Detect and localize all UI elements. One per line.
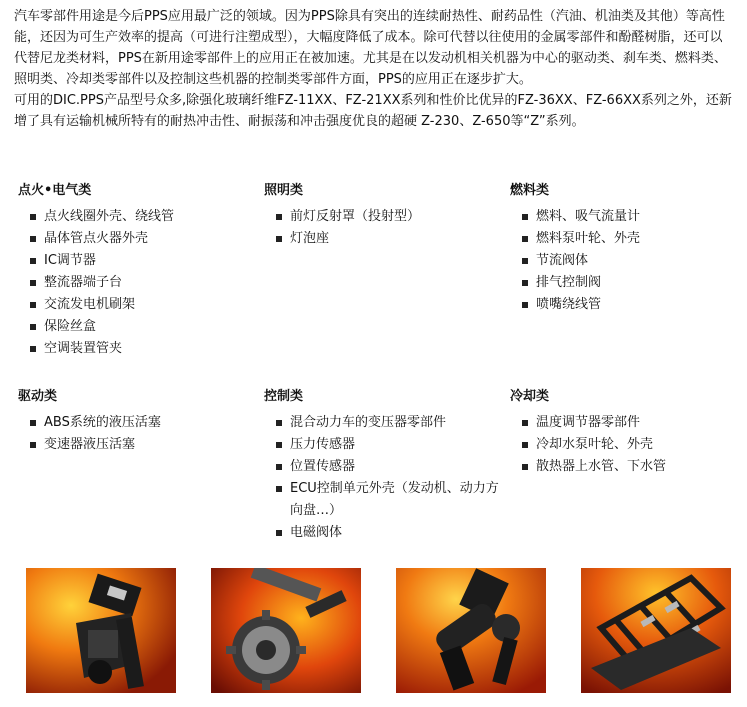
category-title: 冷却类: [510, 389, 550, 404]
list-item-label: 冷却水泵叶轮、外壳: [536, 437, 654, 452]
list-item-label: 节流阀体: [536, 253, 589, 268]
list-item-label: 点火线圈外壳、绕线管: [44, 209, 175, 224]
list-item: [18, 250, 248, 272]
list-item: [18, 228, 248, 250]
list-item: [510, 272, 740, 294]
list-item: [18, 206, 248, 228]
list-item: [510, 250, 740, 272]
list-item-label: ABS系统的液压活塞: [44, 415, 161, 430]
list-item-label: 电磁阀体: [290, 525, 343, 540]
category-drive: [18, 388, 248, 456]
list-item-label: 前灯反射罩（投射型）: [290, 209, 421, 224]
list-item-label: 空调装置管夹: [44, 341, 123, 356]
bullet-icon: [30, 442, 36, 448]
list-item-label: 整流器端子台: [44, 275, 123, 290]
list-item-label: 变速器液压活塞: [44, 437, 136, 452]
bullet-icon: [276, 530, 282, 536]
ecu-frame-part-photo: [581, 568, 731, 693]
list-item: [264, 478, 500, 522]
bullet-icon: [522, 420, 528, 426]
bullet-icon: [276, 486, 282, 492]
list-item-label: 灯泡座: [290, 231, 330, 246]
list-item-label: ECU控制单元外壳（发动机、动力方向盘…）: [290, 481, 499, 518]
list-item: [510, 228, 740, 250]
list-item-label: 压力传感器: [290, 437, 356, 452]
bullet-icon: [276, 214, 282, 220]
bullet-icon: [30, 302, 36, 308]
list-item: [264, 412, 500, 434]
category-title: 燃料类: [510, 183, 550, 198]
list-item: [18, 434, 248, 456]
bullet-icon: [522, 302, 528, 308]
list-item-label: 排气控制阀: [536, 275, 602, 290]
bullet-icon: [276, 464, 282, 470]
list-item: [18, 412, 248, 434]
gear-part-photo: [211, 568, 361, 693]
bullet-icon: [522, 214, 528, 220]
intro-paragraph-2: 可用的DIC.PPS产品型号众多,除强化玻璃纤维FZ-11XX、FZ-21XX系列和性价比优异的FZ-36XX、FZ-66XX系列之外，还新增了具有运输机械所特有的耐热冲击性、耐振荡和冲击强度优良的超硬 Z-230、Z-650等“Z”系列。: [14, 93, 732, 129]
ignition-part-photo: [26, 568, 176, 693]
list-item-label: 位置传感器: [290, 459, 356, 474]
list-item: [264, 206, 494, 228]
bullet-icon: [522, 280, 528, 286]
bullet-icon: [276, 442, 282, 448]
bullet-icon: [522, 442, 528, 448]
product-photo-strip: [0, 568, 747, 693]
category-title: 点火•电气类: [18, 183, 92, 198]
bullet-icon: [30, 324, 36, 330]
list-item: [510, 456, 740, 478]
bullet-icon: [30, 280, 36, 286]
list-item: [18, 272, 248, 294]
list-item-label: 燃料、吸气流量计: [536, 209, 641, 224]
list-item: [264, 456, 500, 478]
sensor-part-photo: [396, 568, 546, 693]
bullet-icon: [522, 464, 528, 470]
list-item-label: 保险丝盒: [44, 319, 97, 334]
bullet-icon: [30, 420, 36, 426]
category-lighting: [264, 182, 494, 250]
list-item: [18, 338, 248, 360]
list-item-label: 喷嘴绕线管: [536, 297, 602, 312]
list-item-label: 温度调节器零部件: [536, 415, 641, 430]
list-item-label: 交流发电机刷架: [44, 297, 136, 312]
bullet-icon: [276, 420, 282, 426]
list-item: [510, 294, 740, 316]
list-item: [264, 228, 494, 250]
intro-paragraph-1: 汽车零部件用途是今后PPS应用最广泛的领域。因为PPS除具有突出的连续耐热性、耐药品性（汽油、机油类及其他）等高性能，还因为可生产效率的提高（可进行注塑成型），大幅度降低了成本。除可代替以往使用的金属零部件和酚醛树脂，还可以代替尼龙类材料，PPS在新用途零部件上的应用正在被加速。尤其是在以发动机相关机器为中心的驱动类、刹车类、燃料类、照明类、冷却类零部件以及控制这些机器的控制类零部件方面，PPS的应用正在逐步扩大。: [14, 9, 727, 87]
category-title: 照明类: [264, 183, 304, 198]
list-item-label: 晶体管点火器外壳: [44, 231, 149, 246]
intro-text: [14, 6, 734, 132]
list-item: [510, 434, 740, 456]
list-item-label: 燃料泵叶轮、外壳: [536, 231, 641, 246]
category-ignition: [18, 182, 248, 360]
bullet-icon: [276, 236, 282, 242]
list-item-label: 散热器上水管、下水管: [536, 459, 667, 474]
bullet-icon: [30, 258, 36, 264]
list-item: [510, 412, 740, 434]
list-item: [510, 206, 740, 228]
category-title: 驱动类: [18, 389, 58, 404]
bullet-icon: [30, 236, 36, 242]
list-item: [18, 316, 248, 338]
bullet-icon: [30, 214, 36, 220]
category-fuel: [510, 182, 740, 316]
list-item-label: IC调节器: [44, 253, 96, 268]
list-item-label: 混合动力车的变压器零部件: [290, 415, 447, 430]
list-item: [18, 294, 248, 316]
category-control: [264, 388, 500, 544]
category-cooling: [510, 388, 740, 478]
list-item: [264, 434, 500, 456]
category-title: 控制类: [264, 389, 304, 404]
bullet-icon: [522, 258, 528, 264]
bullet-icon: [30, 346, 36, 352]
list-item: [264, 522, 500, 544]
bullet-icon: [522, 236, 528, 242]
